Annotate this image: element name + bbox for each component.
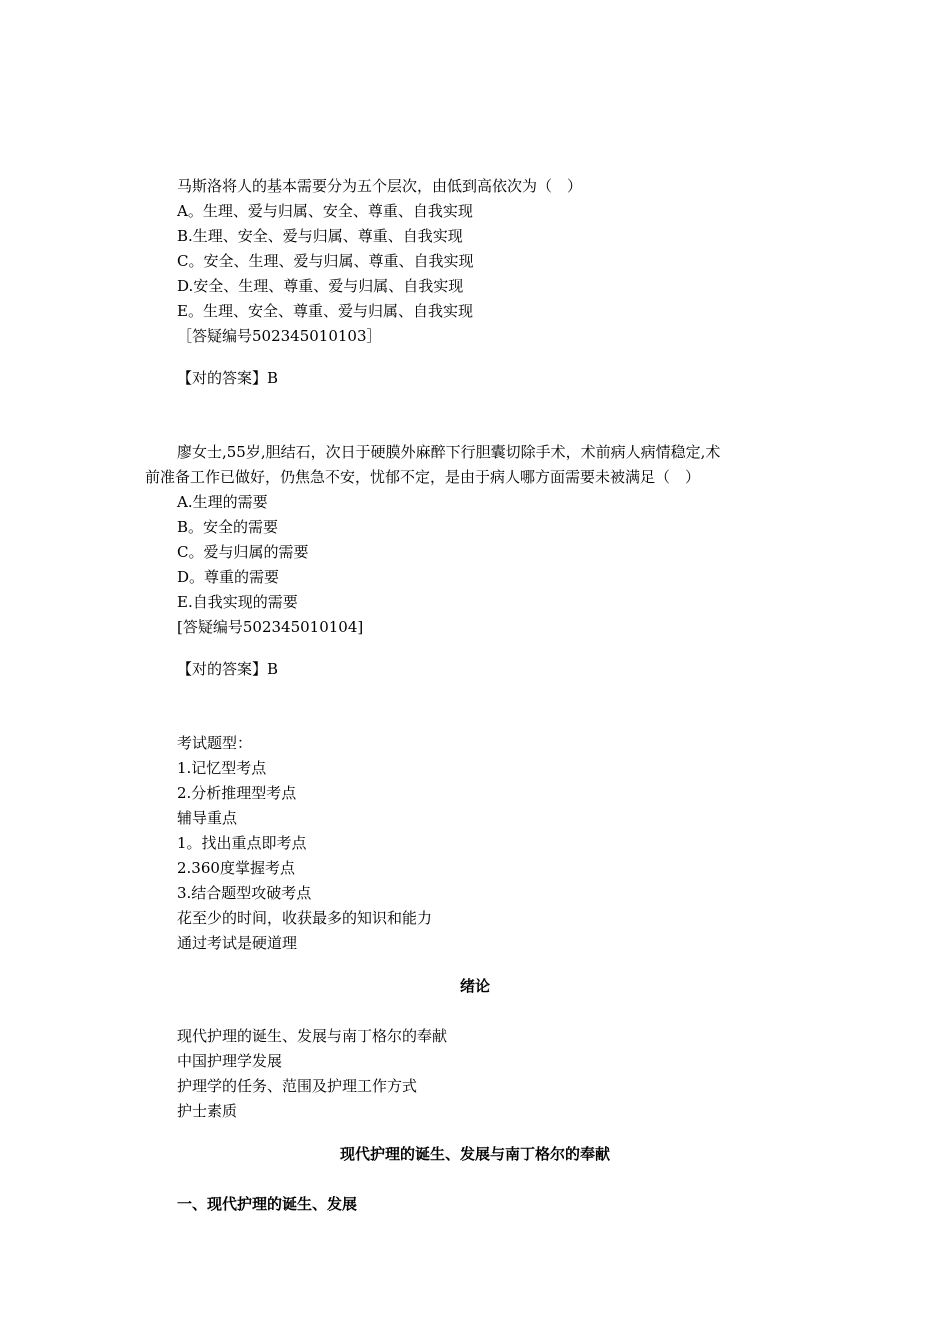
chapter-item: 护士素质 [177, 1102, 238, 1120]
q2-option-b: B。安全的需要 [177, 518, 279, 536]
q2-stem-line1: 廖女士,55岁,胆结石，次日于硬膜外麻醉下行胆囊切除手术，术前病人病情稳定,术 [177, 443, 721, 461]
section-title: 现代护理的诞生、发展与南丁格尔的奉献 [339, 1145, 610, 1163]
intro-line: 辅导重点 [177, 809, 238, 827]
q2-option-d: D。尊重的需要 [177, 568, 280, 586]
q2-answer: 【对的答案】B [177, 660, 279, 678]
intro-line: 3.结合题型攻破考点 [177, 884, 312, 902]
q2-stem-line2: 前准备工作已做好，仍焦急不安，忧郁不定，是由于病人哪方面需要未被满足（ ） [145, 468, 701, 486]
chapter-item: 现代护理的诞生、发展与南丁格尔的奉献 [177, 1027, 448, 1045]
q2-option-a: A.生理的需要 [177, 493, 268, 511]
q1-option-c: C。安全、生理、爱与归属、尊重、自我实现 [177, 252, 474, 270]
q1-option-d: D.安全、生理、尊重、爱与归属、自我实现 [177, 277, 464, 295]
intro-line: 考试题型： [177, 734, 253, 752]
q1-reference-number: ［答疑编号502345010103］ [177, 327, 382, 345]
q1-stem: 马斯洛将人的基本需要分为五个层次，由低到高依次为（ ） [177, 177, 583, 195]
chapter-title: 绪论 [459, 977, 490, 995]
intro-line: 2.分析推理型考点 [177, 784, 297, 802]
q2-option-e: E.自我实现的需要 [177, 593, 298, 611]
intro-line: 花至少的时间，收获最多的知识和能力 [177, 909, 433, 927]
q2-reference-number: [答疑编号502345010104] [177, 618, 364, 636]
chapter-item: 中国护理学发展 [177, 1052, 283, 1070]
intro-line: 1。找出重点即考点 [177, 834, 307, 852]
chapter-item: 护理学的任务、范围及护理工作方式 [177, 1077, 418, 1095]
intro-line: 1.记忆型考点 [177, 759, 267, 777]
intro-line: 通过考试是硬道理 [177, 934, 298, 952]
q2-option-c: C。爱与归属的需要 [177, 543, 309, 561]
q1-option-e: E。生理、安全、尊重、爱与归属、自我实现 [177, 302, 473, 320]
intro-line: 2.360度掌握考点 [177, 859, 295, 877]
q1-answer: 【对的答案】B [177, 369, 279, 387]
q1-option-b: B.生理、安全、爱与归属、尊重、自我实现 [177, 227, 463, 245]
q1-option-a: A。生理、爱与归属、安全、尊重、自我实现 [177, 202, 473, 220]
section-subtitle: 一、现代护理的诞生、发展 [177, 1195, 358, 1213]
